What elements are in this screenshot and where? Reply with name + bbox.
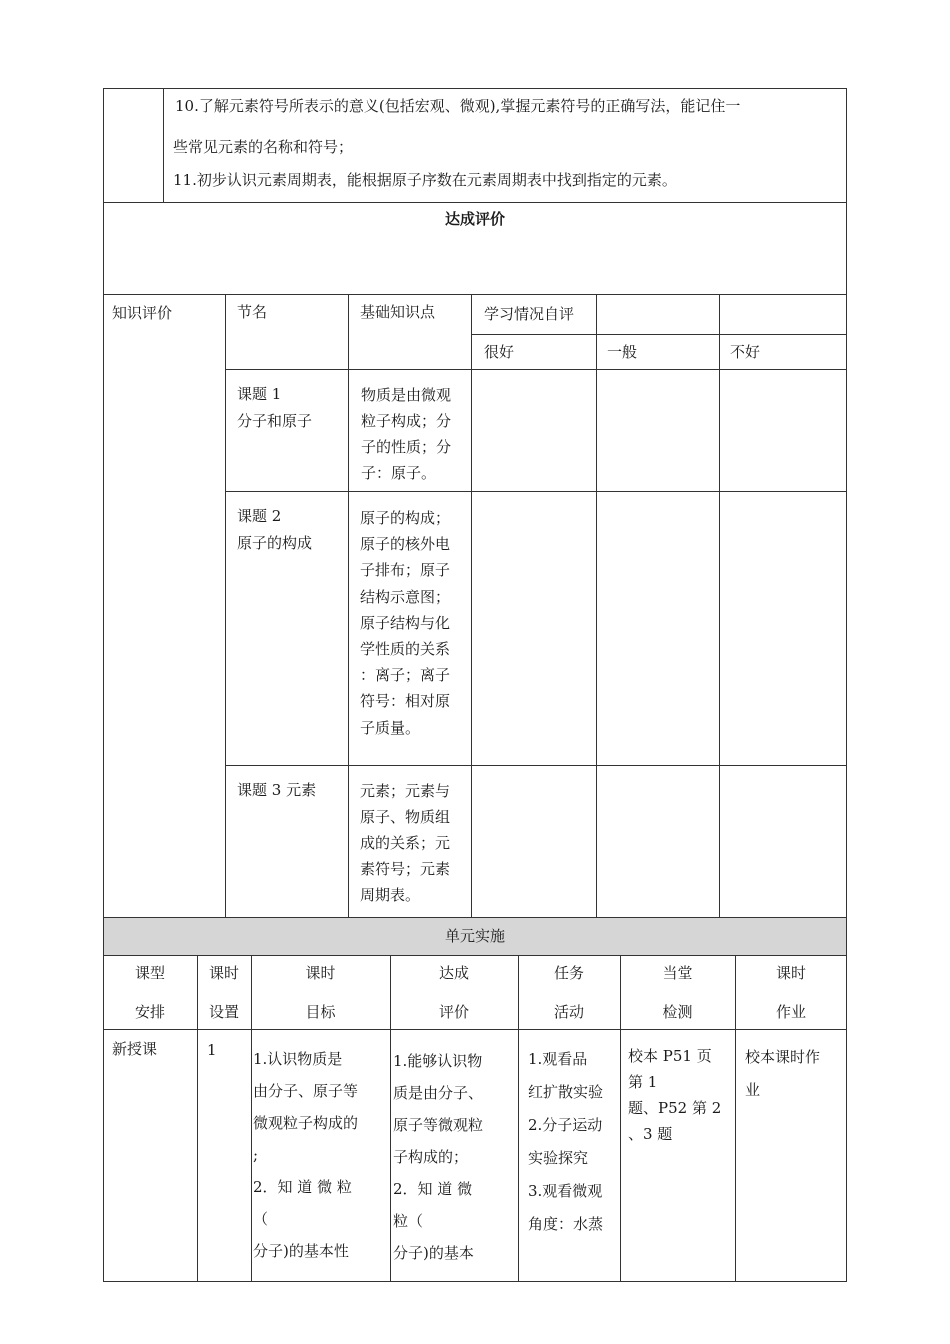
row-line bbox=[225, 765, 847, 766]
col-activity-l2: 活动 bbox=[553, 1003, 584, 1021]
col-activity-l1: 任务 bbox=[553, 964, 584, 982]
assessment-table bbox=[103, 294, 847, 918]
col-homework-l2: 作业 bbox=[775, 1003, 806, 1021]
col-eval-l2: 评价 bbox=[438, 1003, 469, 1021]
header-poor: 不好 bbox=[730, 343, 761, 361]
assessment-title: 达成评价 bbox=[444, 210, 505, 228]
header-section: 节名 bbox=[237, 303, 268, 321]
knowledge-eval-label: 知识评价 bbox=[112, 304, 173, 322]
lesson-type: 新授课 bbox=[112, 1040, 158, 1058]
objective-11: 11.初步认识元素周期表，能根据原子序数在元素周期表中找到指定的元素。 bbox=[173, 171, 677, 189]
col-type-l1: 课型 bbox=[134, 964, 165, 982]
row1-knowledge: 物质是由微观 粒子构成；分 子的性质；分 子：原子。 bbox=[361, 386, 452, 482]
col-check-l1: 当堂 bbox=[662, 964, 693, 982]
objective-10-line2: 些常见元素的名称和符号； bbox=[173, 138, 354, 156]
col-line bbox=[348, 294, 349, 918]
header-good: 很好 bbox=[484, 343, 515, 361]
lesson-goal: 1.认识物质是 由分子、原子等 微观粒子构成的 ; 2．知 道 微 粒 （ 分子)的基本性 bbox=[253, 1050, 359, 1260]
col-hours-l1: 课时 bbox=[208, 964, 239, 982]
col-hours-l2: 设置 bbox=[208, 1003, 239, 1021]
col-line bbox=[471, 294, 472, 918]
row-line bbox=[471, 334, 847, 335]
lesson-check: 校本 P51 页 第 1 题、P52 第 2 、3 题 bbox=[628, 1047, 722, 1143]
row-line bbox=[225, 369, 847, 370]
lesson-activity: 1.观看品 红扩散实验 2.分子运动 实验探究 3.观看微观 角度：水蒸 bbox=[528, 1050, 604, 1233]
col-goal-l2: 目标 bbox=[305, 1003, 336, 1021]
lesson-eval: 1.能够认识物 质是由分子、 原子等微观粒 子构成的； 2．知 道 微 粒（ 分子)的基本 bbox=[393, 1052, 484, 1262]
col-line bbox=[225, 294, 226, 918]
header-average: 一般 bbox=[607, 343, 638, 361]
col-line bbox=[719, 294, 720, 918]
row2-knowledge: 原子的构成； 原子的核外电 子排布；原子 结构示意图； 原子结构与化 学性质的关系 ：离子；离子 符号：相对原 子质量。 bbox=[360, 509, 451, 737]
implementation-title: 单元实施 bbox=[444, 927, 505, 945]
row1-section: 课题 1 分子和原子 bbox=[237, 385, 313, 430]
row2-section: 课题 2 原子的构成 bbox=[237, 507, 313, 552]
row3-section: 课题 3 元素 bbox=[237, 781, 317, 799]
row-line bbox=[225, 491, 847, 492]
col-line bbox=[596, 294, 597, 918]
col-homework-l1: 课时 bbox=[775, 964, 806, 982]
col-type-l2: 安排 bbox=[134, 1003, 165, 1021]
lesson-hours: 1 bbox=[207, 1041, 217, 1059]
header-knowledge: 基础知识点 bbox=[360, 303, 436, 321]
lesson-homework: 校本课时作 业 bbox=[745, 1048, 821, 1099]
row3-knowledge: 元素；元素与 原子、物质组 成的关系；元 素符号；元素 周期表。 bbox=[360, 782, 451, 904]
col-goal-l1: 课时 bbox=[305, 964, 336, 982]
col-check-l2: 检测 bbox=[662, 1003, 693, 1021]
header-self-eval: 学习情况自评 bbox=[484, 305, 575, 323]
col-eval-l1: 达成 bbox=[438, 964, 469, 982]
objectives-divider bbox=[163, 88, 164, 203]
objective-10-line1: 10.了解元素符号所表示的意义(包括宏观、微观),掌握元素符号的正确写法，能记住一 bbox=[175, 97, 741, 115]
